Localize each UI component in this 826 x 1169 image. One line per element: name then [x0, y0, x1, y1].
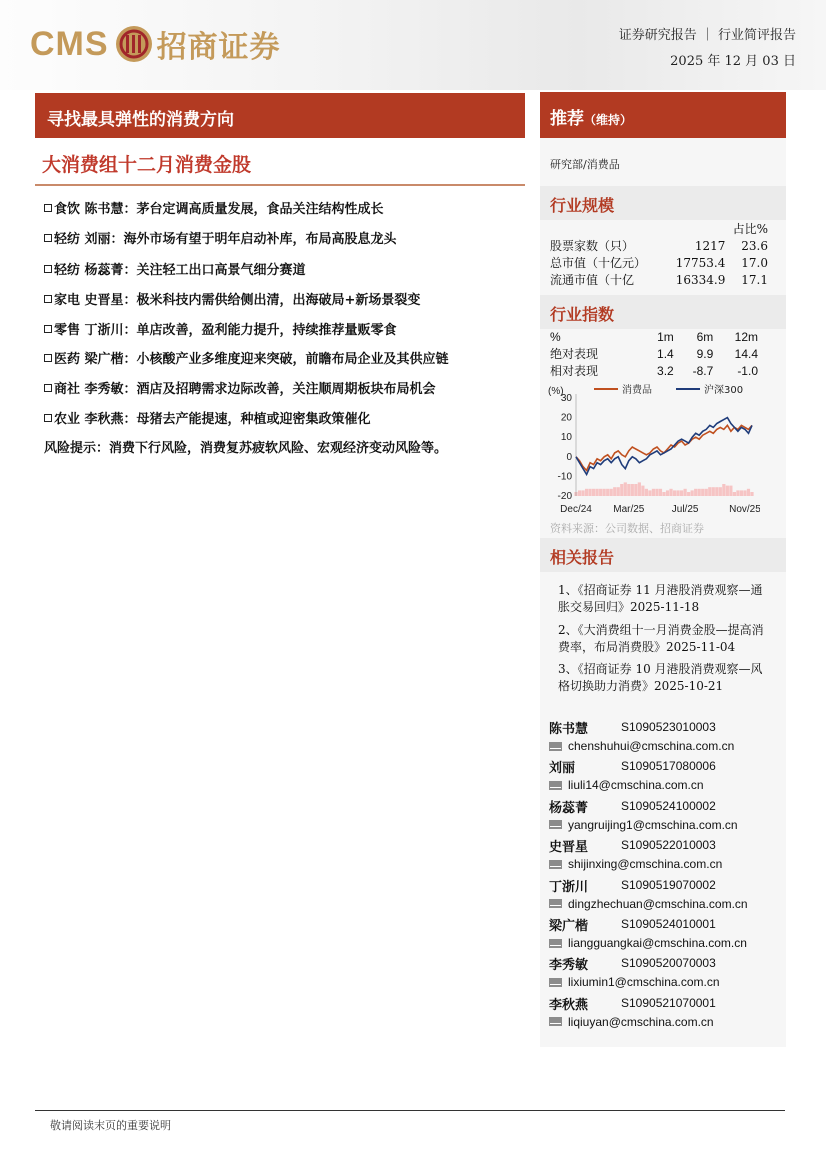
related-report-item[interactable]: 2、《大消费组十一月消费金股—提高消费率，布局消费股》2025-11-04 — [558, 623, 764, 654]
relative-performance-bar — [719, 487, 722, 496]
relative-performance-bar — [645, 489, 648, 496]
section-related-reports: 相关报告 — [540, 538, 786, 572]
table-row: 总市值（十亿元） 17753.4 17.0 — [550, 255, 768, 270]
analyst-name: 陈书慧 — [549, 722, 589, 737]
analyst-email[interactable]: liangguangkai@cmschina.com.cn — [568, 936, 747, 950]
checkbox-bullet-icon — [44, 234, 52, 242]
analyst-email-row[interactable] — [549, 818, 738, 832]
relative-performance-bar — [666, 490, 669, 496]
company-logo — [30, 22, 281, 66]
relative-performance-bar — [620, 484, 623, 496]
logo-cms-text: CMS — [30, 24, 109, 63]
relative-performance-bar — [747, 489, 750, 496]
x-tick-label: Nov/25 — [729, 504, 760, 515]
checkbox-bullet-icon — [44, 295, 52, 303]
relative-performance-bar — [715, 487, 718, 496]
relative-performance-bar — [698, 489, 701, 496]
relative-performance-bar — [578, 490, 581, 496]
x-tick-label: Dec/24 — [560, 504, 592, 515]
report-date: 2025 年 12 月 03 日 — [670, 54, 796, 69]
analyst-name: 丁浙川 — [549, 879, 589, 895]
analyst-email-row[interactable] — [549, 778, 704, 792]
chart-source: 资料来源：公司数据、招商证券 — [550, 522, 704, 535]
relative-performance-bar — [638, 482, 641, 496]
checkbox-bullet-icon — [44, 414, 52, 422]
risk-warning: 风险提示：消费下行风险，消费复苏疲软风险、宏观经济变动风险等。 — [44, 441, 448, 456]
footer-divider — [35, 1110, 785, 1111]
analyst-email-row[interactable] — [549, 1015, 714, 1029]
relative-performance-bar — [648, 490, 651, 496]
analyst-email-row[interactable] — [549, 897, 748, 911]
analyst-email-row[interactable] — [549, 739, 734, 753]
bullet-item: 零售 丁浙川：单店改善，盈利能力提升，持续推荐量贩零食 — [44, 319, 397, 338]
mail-icon — [549, 939, 562, 948]
mail-icon — [549, 820, 562, 829]
bullet-item: 商社 李秀敏：酒店及招聘需求边际改善，关注顺周期板块布局机会 — [44, 378, 436, 397]
relative-performance-bar — [691, 490, 694, 496]
legend-label: 消费品 — [622, 385, 652, 396]
relative-performance-bar — [592, 489, 595, 496]
relative-performance-bar — [588, 489, 591, 496]
analyst-name: 刘丽 — [549, 761, 576, 777]
relative-performance-bar — [694, 489, 697, 496]
bullet-item: 医药 梁广楷：小核酸产业多维度迎来突破，前瞻布局企业及其供应链 — [44, 348, 449, 367]
analyst-name: 李秀敏 — [549, 958, 589, 974]
relative-performance-bar — [736, 490, 739, 496]
checkbox-bullet-icon — [44, 384, 52, 392]
rating-bar — [540, 92, 786, 138]
performance-chart — [546, 382, 760, 520]
y-tick-label: 0 — [566, 451, 572, 463]
relative-performance-bar — [603, 489, 606, 496]
analyst-email-row[interactable] — [549, 975, 720, 989]
analyst-email-row[interactable] — [549, 936, 747, 950]
rating-note: （维持） — [584, 113, 633, 127]
y-tick-label: -20 — [557, 491, 572, 502]
analyst-license-id: S1090524010001 — [621, 917, 716, 931]
relative-performance-bar — [610, 489, 613, 496]
analyst-email[interactable]: lixiumin1@cmschina.com.cn — [568, 975, 720, 990]
relative-performance-bar — [606, 489, 609, 496]
bullet-item: 食饮 陈书慧：茅台定调高质量发展，食品关注结构性成长 — [44, 198, 384, 217]
relative-performance-bar — [684, 489, 687, 496]
relative-performance-bar — [726, 486, 729, 496]
section-industry-scale: 行业规模 — [540, 186, 786, 220]
analyst-license-id: S1090517080006 — [621, 759, 716, 774]
table-row: 流通市值（十亿 16334.9 17.1 — [550, 272, 768, 287]
mail-icon — [549, 860, 562, 869]
mail-icon — [549, 978, 562, 987]
relative-performance-bar — [701, 489, 704, 496]
relative-performance-bar — [705, 489, 708, 496]
analyst-name: 梁广楷 — [549, 919, 589, 934]
relative-performance-bar — [733, 492, 736, 496]
analyst-name: 史晋星 — [549, 840, 589, 856]
checkbox-bullet-icon — [44, 325, 52, 333]
relative-performance-bar — [634, 484, 637, 496]
relative-performance-bar — [722, 484, 725, 496]
analyst-license-id: S1090520070003 — [621, 956, 716, 971]
department: 研究部/消费品 — [550, 158, 620, 171]
relative-performance-bar — [652, 489, 655, 496]
relative-performance-bar — [641, 486, 644, 496]
page-header — [0, 0, 826, 90]
relative-performance-bar — [613, 487, 616, 496]
relative-performance-bar — [712, 487, 715, 496]
relative-performance-bar — [680, 490, 683, 496]
relative-performance-bar — [662, 492, 665, 496]
y-tick-label: 20 — [560, 412, 572, 424]
relative-performance-bar — [631, 484, 634, 496]
pct-header: 占比% — [732, 222, 768, 236]
relative-performance-bar — [669, 489, 672, 496]
checkbox-bullet-icon — [44, 354, 52, 362]
table-row: 相对表现 3.2 -8.7 -1.0 — [550, 363, 758, 378]
relative-performance-bar — [673, 490, 676, 496]
analyst-license-id: S1090521070001 — [621, 995, 716, 1010]
relative-performance-bar — [596, 489, 599, 496]
bullet-item: 轻纺 刘丽：海外市场有望于明年启动补库，布局高股息龙头 — [44, 228, 397, 247]
relative-performance-bar — [729, 486, 732, 496]
report-type: 证券研究报告 ｜ 行业简评报告 — [618, 28, 796, 43]
analyst-email[interactable]: dingzhechuan@cmschina.com.cn — [568, 896, 748, 911]
related-report-item[interactable]: 1、《招商证券 11 月港股消费观察—通胀交易回归》2025-11-18 — [558, 583, 763, 614]
y-axis-label: (%) — [548, 386, 564, 397]
relative-performance-bar — [659, 489, 662, 496]
analyst-license-id: S1090522010003 — [621, 838, 716, 853]
analyst-email-row[interactable] — [549, 857, 722, 871]
logo-chinese-text: 招商证券 — [156, 30, 281, 65]
relative-performance-bar — [627, 484, 630, 496]
x-tick-label: Mar/25 — [613, 504, 645, 515]
footer-note: 敬请阅读末页的重要说明 — [50, 1119, 171, 1132]
series-line-hs300 — [576, 418, 752, 475]
table-row: 股票家数（只） 1217 23.6 — [550, 238, 768, 253]
relative-performance-bar — [581, 490, 584, 496]
mail-icon — [549, 899, 562, 908]
analyst-email[interactable]: chenshuhui@cmschina.com.cn — [568, 739, 735, 753]
mail-icon — [549, 742, 562, 751]
relative-performance-bar — [617, 487, 620, 496]
relative-performance-bar — [740, 490, 743, 496]
analyst-name: 李秋燕 — [549, 997, 589, 1013]
x-tick-label: Jul/25 — [671, 504, 699, 515]
rating-label: 推荐 — [550, 109, 584, 129]
relative-performance-bar — [743, 490, 746, 496]
table-row: 绝对表现 1.4 9.9 14.4 — [550, 346, 758, 361]
analyst-email[interactable]: yangruijing1@cmschina.com.cn — [568, 817, 738, 832]
relative-performance-bar — [676, 490, 679, 496]
analyst-license-id: S1090519070002 — [621, 877, 716, 892]
analyst-license-id: S1090524100002 — [621, 798, 716, 813]
relative-performance-bar — [687, 492, 690, 496]
bullet-item: 轻纺 杨蕊菁：关注轻工出口高景气细分赛道 — [44, 259, 306, 278]
report-title: 寻找最具弹性的消费方向 — [35, 93, 525, 138]
relative-performance-bar — [750, 492, 753, 496]
relative-performance-bar — [599, 489, 602, 496]
analyst-name: 杨蕊菁 — [549, 800, 589, 816]
checkbox-bullet-icon — [44, 204, 52, 212]
mail-icon — [549, 1017, 562, 1026]
industry-scale-table — [550, 220, 768, 288]
industry-index-table: % 1m 6m 12m 绝对表现 1.4 9.9 14.4 相对表现 3.2 -8.7 -1.0 — [550, 329, 758, 378]
y-tick-label: 30 — [560, 393, 572, 404]
subtitle-divider — [35, 184, 525, 186]
relative-performance-bar — [655, 489, 658, 496]
y-tick-label: -10 — [557, 471, 572, 483]
report-subtitle: 大消费组十二月消费金股 — [42, 154, 252, 176]
relative-performance-bar — [624, 482, 627, 496]
analyst-email[interactable]: liqiuyan@cmschina.com.cn — [568, 1014, 714, 1029]
analyst-email[interactable]: shijinxing@cmschina.com.cn — [568, 857, 723, 872]
section-industry-index: 行业指数 — [540, 295, 786, 329]
logo-emblem-icon — [115, 25, 153, 63]
related-report-item[interactable]: 3、《招商证券 10 月港股消费观察—风格切换助力消费》2025-10-21 — [558, 662, 763, 693]
legend-label: 沪深300 — [704, 385, 744, 396]
y-tick-label: 10 — [560, 432, 572, 444]
relative-performance-bar — [708, 487, 711, 496]
analyst-email[interactable]: liuli14@cmschina.com.cn — [568, 778, 704, 793]
mail-icon — [549, 781, 562, 790]
analyst-license-id: S1090523010003 — [621, 720, 716, 734]
checkbox-bullet-icon — [44, 265, 52, 273]
bullet-item: 家电 史晋星：极米科技内需供给侧出清，出海破局+新场景裂变 — [44, 289, 420, 308]
relative-performance-bar — [585, 489, 588, 496]
bullet-item: 农业 李秋燕：母猪去产能提速，种植或迎密集政策催化 — [44, 408, 371, 427]
performance-chart-svg — [546, 382, 760, 520]
